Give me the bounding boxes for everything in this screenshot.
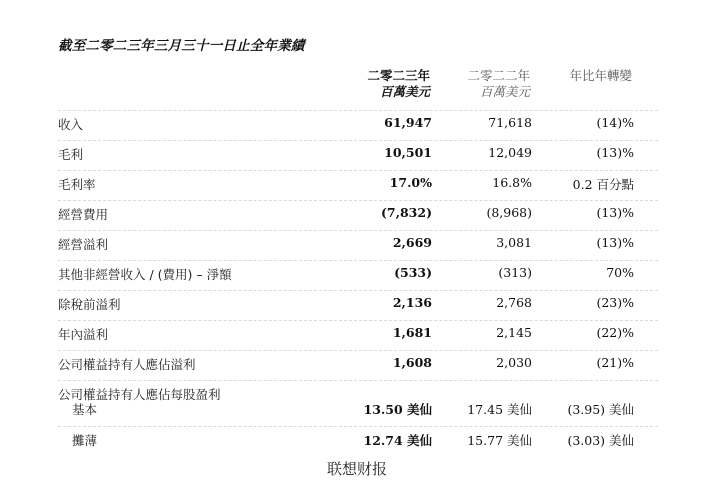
- value-2023: 1,608: [392, 355, 432, 370]
- value-yoy: 0.2 百分點: [572, 177, 634, 192]
- row-label: 攤薄: [72, 433, 98, 448]
- value-yoy: (13)%: [596, 235, 634, 250]
- row-label: 毛利: [58, 147, 84, 162]
- row-label: 公司權益持有人應佔溢利: [58, 357, 196, 372]
- value-yoy: (21)%: [596, 355, 634, 370]
- value-2023: 12.74 美仙: [363, 433, 432, 448]
- row-label: 毛利率: [58, 177, 96, 192]
- document-title: 截至二零二三年三月三十一日止全年業績: [58, 38, 305, 54]
- table-row: [58, 140, 658, 165]
- value-yoy: (3.95) 美仙: [567, 402, 634, 417]
- eps-heading: 公司權益持有人應佔每股盈利: [58, 387, 221, 402]
- value-yoy: (14)%: [596, 115, 634, 130]
- value-2023: 2,669: [392, 235, 432, 250]
- value-yoy: (13)%: [596, 205, 634, 220]
- row-label: 收入: [58, 117, 84, 132]
- value-2023: 10,501: [384, 145, 432, 160]
- value-yoy: (13)%: [596, 145, 634, 160]
- value-2022: 2,030: [496, 355, 532, 370]
- value-2022: 2,768: [496, 295, 532, 310]
- table-row: [58, 426, 658, 451]
- value-2023: 13.50 美仙: [363, 402, 432, 417]
- value-yoy: (3.03) 美仙: [567, 433, 634, 448]
- table-row: [58, 350, 658, 375]
- column-header-yoy: [569, 68, 632, 84]
- row-label: 基本: [72, 402, 98, 417]
- value-2023: 2,136: [392, 295, 432, 310]
- table-row: [58, 396, 658, 420]
- table-row: [58, 290, 658, 315]
- value-2022: 12,049: [488, 145, 532, 160]
- source-caption: 联想财报: [326, 460, 387, 478]
- value-2022: 3,081: [496, 235, 532, 250]
- table-row: [58, 320, 658, 345]
- table-row: [58, 230, 658, 255]
- value-2022: 16.8%: [492, 175, 532, 190]
- column-unit-2022: 百萬美元: [479, 84, 530, 99]
- table-row: [58, 260, 658, 285]
- row-label: 經營費用: [58, 207, 109, 222]
- value-2022: 15.77 美仙: [467, 433, 532, 448]
- value-2023: 61,947: [384, 115, 432, 130]
- table-row: [58, 200, 658, 225]
- column-unit-2023: 百萬美元: [379, 84, 430, 99]
- value-2022: (313): [498, 265, 532, 280]
- column-year-2022: 二零二二年: [467, 68, 530, 83]
- row-label: 經營溢利: [58, 237, 109, 252]
- table-row: [58, 170, 658, 195]
- value-2023: 1,681: [392, 325, 432, 340]
- value-2022: 17.45 美仙: [467, 402, 532, 417]
- table-row: [58, 110, 658, 135]
- column-yoy-label: 年比年轉變: [569, 68, 632, 83]
- column-header-2023: [367, 68, 430, 100]
- value-2022: 71,618: [488, 115, 532, 130]
- value-2023: 17.0%: [389, 175, 432, 190]
- row-label: 年內溢利: [58, 327, 109, 342]
- value-2022: 2,145: [496, 325, 532, 340]
- value-2023: (7,832): [381, 205, 432, 220]
- value-2023: (533): [394, 265, 432, 280]
- row-label: 其他非經營收入 / (費用) – 淨額: [58, 267, 232, 282]
- column-year-2023: 二零二三年: [367, 68, 430, 83]
- row-label: 除稅前溢利: [58, 297, 121, 312]
- value-yoy: (22)%: [596, 325, 634, 340]
- value-yoy: (23)%: [596, 295, 634, 310]
- column-header-2022: [467, 68, 530, 100]
- value-2022: (8,968): [486, 205, 532, 220]
- value-yoy: 70%: [606, 265, 634, 280]
